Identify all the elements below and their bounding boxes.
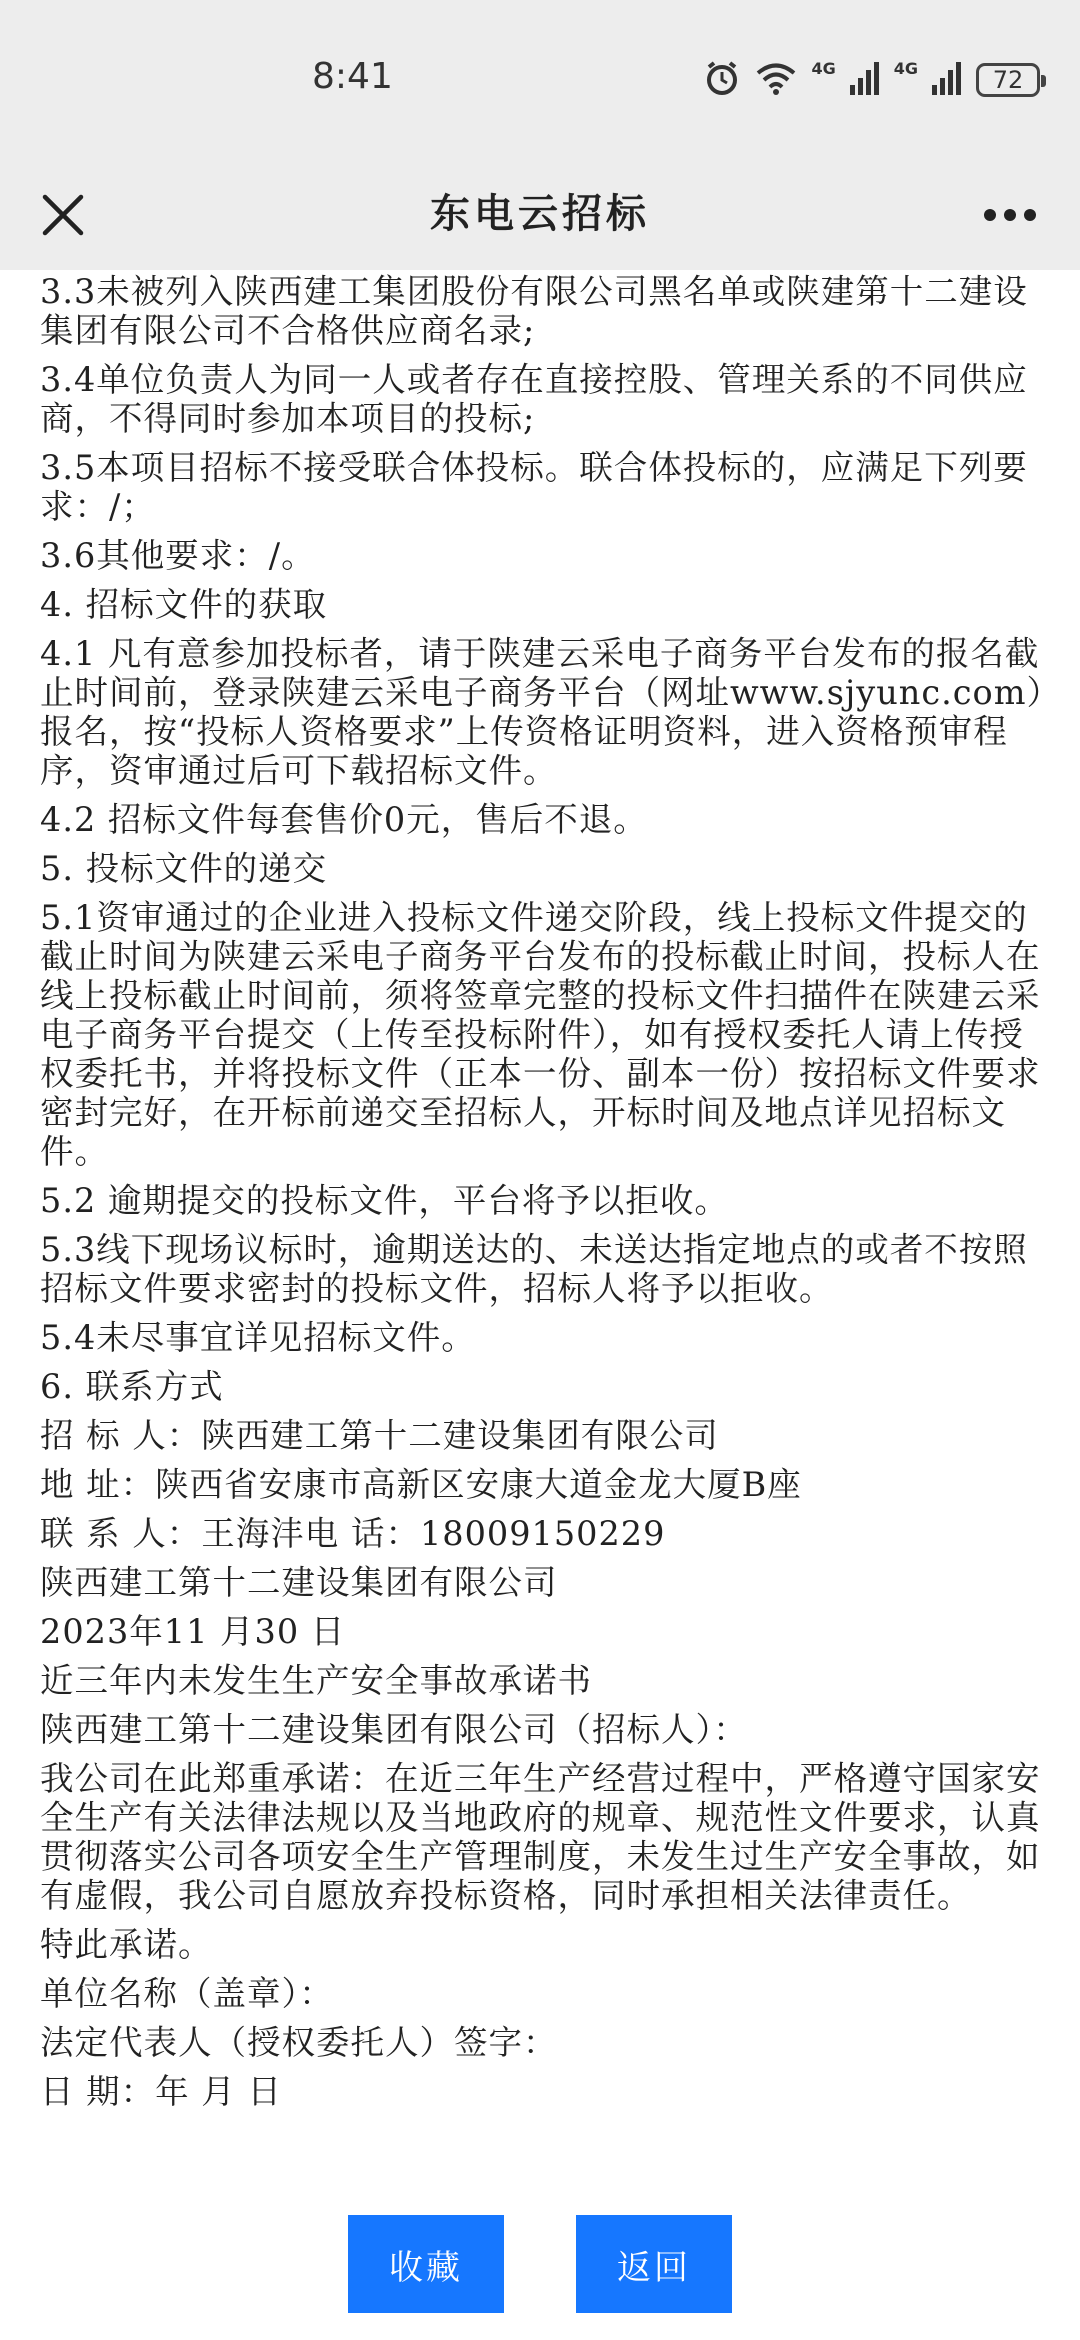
paragraph: 特此承诺。 [40, 1925, 213, 1964]
signature-field: 法定代表人（授权委托人）签字： [40, 2023, 558, 2062]
paragraph: 5.3线下现场议标时，逾期送达的、未送达指定地点的或者不按照招标文件要求密封的投标文件，招标人将予以拒收。 [40, 1230, 1028, 1308]
page-title: 东电云招标 [430, 191, 650, 237]
paragraph: 3.4单位负责人为同一人或者存在直接控股、管理关系的不同供应商，不得同时参加本项目的投标; [40, 360, 1028, 438]
date: 2023年11 月30 日 [40, 1612, 346, 1651]
commitment-recipient: 陕西建工第十二建设集团有限公司（招标人）： [40, 1710, 748, 1749]
contact-person: 联 系 人：王海沣电 话：18009150229 [40, 1514, 666, 1553]
contact-tenderer: 招 标 人：陕西建工第十二建设集团有限公司 [40, 1416, 719, 1455]
paragraph: 3.6其他要求：/。 [40, 536, 316, 575]
paragraph: 5.1资审通过的企业进入投标文件递交阶段，线上投标文件提交的截止时间为陕建云采电子商务平台发布的投标截止时间，投标人在线上投标截止时间前，须将签章完整的投标文件扫描件在陕建云采电子商务平台提交（上传至投标附件），如有授权委托人请上传授权委托书，并将投标文件（正本一份、副本一份）按招标文件要求密封完好，在开标前递交至招标人，开标时间及地点详见招标文件。 [40, 898, 1041, 1171]
back-button[interactable]: 返回 [576, 2215, 732, 2313]
collect-button[interactable]: 收藏 [348, 2215, 504, 2313]
contact-address: 地 址：陕西省安康市高新区安康大道金龙大厦B座 [40, 1465, 802, 1504]
section-heading: 5. 投标文件的递交 [40, 849, 328, 888]
paragraph: 5.4未尽事宜详见招标文件。 [40, 1318, 476, 1357]
status-icons [703, 58, 1040, 102]
company-name: 陕西建工第十二建设集团有限公司 [40, 1563, 558, 1602]
paragraph: 4.1 凡有意参加投标者，请于陕建云采电子商务平台发布的报名截止时间前，登录陕建云采电子商务平台（网址www.sjyunc.com）报名，按“投标人资格要求”上传资格证明资料，进入资格预审程序，资审通过后可下载招标文件。 [40, 634, 1045, 790]
article-content [40, 272, 1050, 2121]
signature-field: 单位名称（盖章）： [40, 1974, 334, 2013]
signal-icon-2 [932, 61, 962, 99]
paragraph: 3.5本项目招标不接受联合体投标。联合体投标的，应满足下列要求：/； [40, 448, 1028, 526]
signal-icon [850, 61, 880, 99]
more-icon[interactable] [970, 180, 1050, 250]
battery-icon: 72 [976, 63, 1040, 97]
paragraph: 5.2 逾期提交的投标文件，平台将予以拒收。 [40, 1181, 729, 1220]
commitment-body: 我公司在此郑重承诺：在近三年生产经营过程中，严格遵守国家安全生产有关法律法规以及当地政府的规章、规范性文件要求，认真贯彻落实公司各项安全生产管理制度，未发生过生产安全事故，如有虚假，我公司自愿放弃投标资格，同时承担相关法律责任。 [40, 1759, 1041, 1915]
alarm-icon [703, 59, 741, 101]
title-bar [0, 160, 1080, 270]
signature-field: 日 期：年 月 日 [40, 2072, 282, 2111]
section-heading: 4. 招标文件的获取 [40, 585, 328, 624]
paragraph: 3.3未被列入陕西建工集团股份有限公司黑名单或陕建第十二建设集团有限公司不合格供应商名录; [40, 272, 1028, 350]
paragraph: 4.2 招标文件每套售价0元，售后不退。 [40, 800, 648, 839]
commitment-title: 近三年内未发生生产安全事故承诺书 [40, 1661, 592, 1700]
network-label-1: 4G [811, 58, 836, 78]
section-heading: 6. 联系方式 [40, 1367, 224, 1406]
network-label-2: 4G [893, 58, 918, 78]
wifi-icon [755, 60, 797, 100]
status-bar [0, 0, 1080, 160]
status-time: 8:41 [312, 56, 393, 97]
